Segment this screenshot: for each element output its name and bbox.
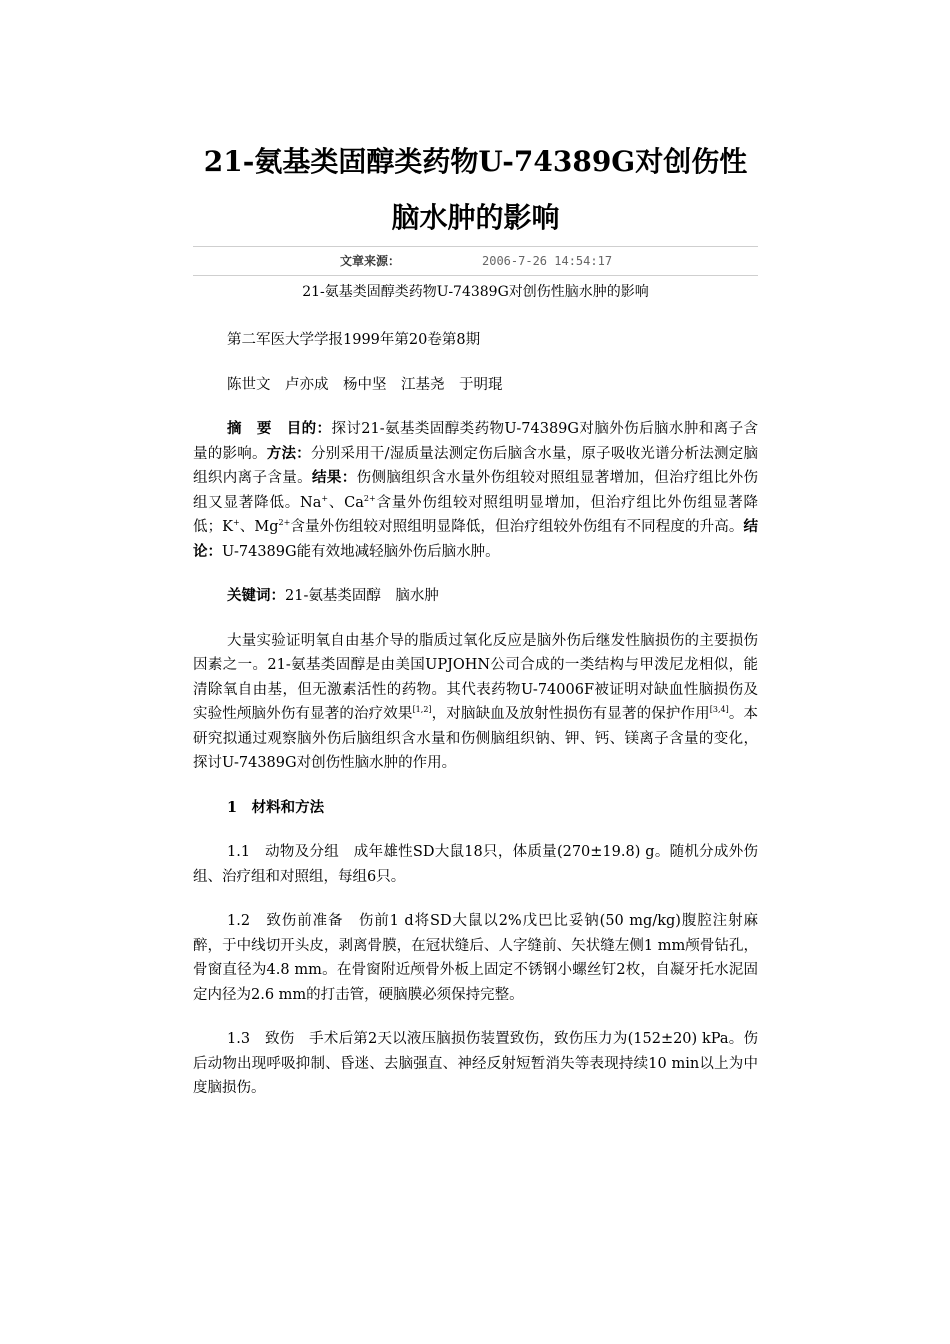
conclusion-text: U-74389G能有效地减轻脑外伤后脑水肿。: [222, 543, 500, 560]
citation-1-2[interactable]: [1,2]: [412, 705, 432, 715]
keywords-label: 关键词：: [227, 587, 285, 604]
intro-paragraph: [193, 629, 758, 776]
k-superscript: +: [232, 518, 240, 528]
mg-superscript: 2+: [278, 518, 291, 528]
purpose-label: 目的：: [286, 420, 332, 437]
divider-bottom: [193, 275, 758, 276]
ca-superscript: 2+: [363, 493, 376, 503]
subsection-1-2: 1.2 致伤前准备 伤前1 d将SD大鼠以2%戊巴比妥钠(50 mg/kg)腹腔注射麻醉，于中线切开头皮，剥离骨膜，在冠状缝后、人字缝前、矢状缝左侧1 mm颅骨钻孔，骨窗直径为4.8 mm。在骨窗附近颅骨外板上固定不锈钢小螺丝钉2枚，自凝牙托水泥固定内径为2.6 mm的打击管，硬脑膜必须保持完整。: [193, 913, 758, 1003]
authors: 陈世文 卢亦成 杨中坚 江基尧 于明琨: [227, 376, 503, 393]
journal-info: 第二军医大学学报1999年第20卷第8期: [227, 332, 481, 348]
subsection-1-1: 1.1 动物及分组 成年雄性SD大鼠18只，体质量(270±19.8) g。随机分成外伤组、治疗组和对照组，每组6只。: [193, 844, 758, 885]
keywords: [193, 584, 758, 609]
keywords-text: 21-氨基类固醇 脑水肿: [285, 588, 439, 604]
article-subtitle: 21-氨基类固醇类药物U-74389G对创伤性脑水肿的影响: [302, 284, 649, 300]
intro-text-2: ，对脑缺血及放射性损伤有显著的保护作用: [431, 706, 710, 722]
abstract-label: 摘 要: [227, 420, 272, 437]
intro-text-3: 。本研究拟通过观察脑外伤后脑组织含水量和伤侧脑组织钠、钾、钙、镁离子含量的变化，探讨U-74389G对创伤性脑水肿的作用。: [193, 706, 759, 771]
result-text-3: 含量外伤组较对照组明显增加，但治疗组比外伤组显著降低；K: [193, 494, 758, 535]
article: [193, 0, 758, 1101]
source-label: 文章来源：: [340, 254, 401, 268]
result-label: 结果：: [312, 469, 357, 486]
purpose-text: 探讨21-氨基类固醇类药物U-74389G对脑外伤后脑水肿和离子含量的影响。: [193, 421, 759, 462]
subsection-1-3: 1.3 致伤 手术后第2天以液压脑损伤装置致伤，致伤压力为(152±20) kPa。伤后动物出现呼吸抑制、昏迷、去脑强直、神经反射短暂消失等表现持续10 min以上为中度脑损伤。: [193, 1031, 758, 1096]
result-text-1: 伤侧脑组织含水量外伤组较对照组显著增加，但治疗组比外伤组又显著降低。Na: [193, 470, 759, 511]
conclusion-label: 结论：: [193, 518, 758, 560]
article-title: 21-氨基类固醇类药物U-74389G对创伤性脑水肿的影响: [203, 145, 748, 234]
method-text: 分别采用干/湿质量法测定伤后脑含水量，原子吸收光谱分析法测定脑组织内离子含量。: [193, 445, 759, 486]
abstract: [193, 417, 758, 564]
article-meta: [193, 247, 758, 275]
na-superscript: +: [321, 493, 329, 503]
publish-datetime: 2006-7-26 14:54:17: [482, 254, 613, 268]
result-text-4: 、Mg: [239, 519, 279, 535]
citation-3-4[interactable]: [3,4]: [709, 705, 729, 715]
result-text-5: 含量外伤组较对照组明显降低，但治疗组较外伤组有不同程度的升高。: [290, 519, 744, 535]
result-text-2: 、Ca: [328, 494, 364, 511]
section-heading: 1 材料和方法: [227, 798, 325, 816]
method-label: 方法：: [266, 444, 311, 462]
intro-text-1: 大量实验证明氧自由基介导的脂质过氧化反应是脑外伤后继发性脑损伤的主要损伤因素之一。21-氨基类固醇是由美国UPJOHN公司合成的一类结构与甲泼尼龙相似，能清除氧自由基，但无激素活性的药物。其代表药物U-74006F被证明对缺血性脑损伤及实验性颅脑外伤有显著的治疗效果: [193, 632, 758, 722]
